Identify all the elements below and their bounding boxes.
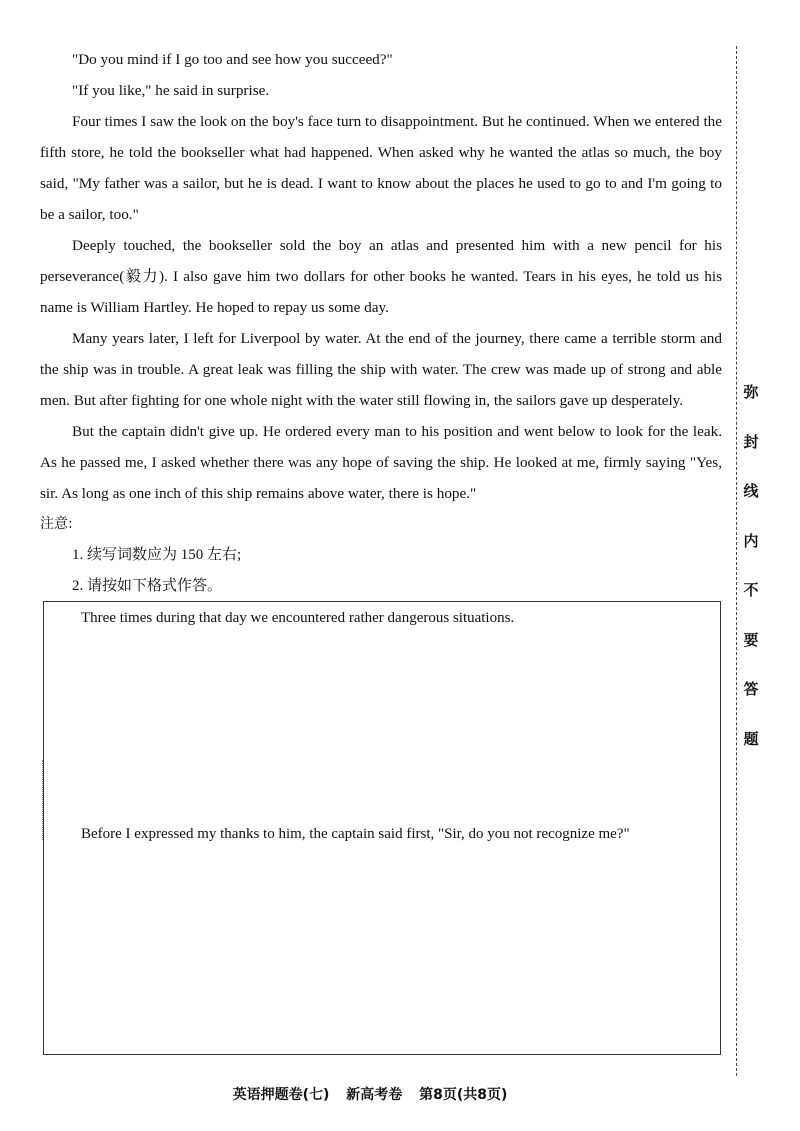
paragraph: Deeply touched, the bookseller sold the boy an atlas and presented him with a new pencil for his perseverance(毅力). I also gave him two dollars for other books he wanted. Tears in his eyes, he told us his name is William Hartley. He hoped to repay us some day. bbox=[40, 237, 722, 316]
sealing-char: 要 bbox=[743, 630, 759, 649]
footer-paper-title: 英语押题卷(七) bbox=[232, 1087, 330, 1103]
sealing-char: 弥 bbox=[743, 383, 759, 401]
note-item-2: 2. 请按如下格式作答。 bbox=[72, 578, 223, 594]
passage bbox=[40, 44, 722, 602]
sealing-char: 封 bbox=[743, 432, 759, 451]
paragraph: But the captain didn't give up. He ordered every man to his position and went below to look for the leak. As he passed me, I asked whether there was any hope of saving the ship. He looked at me, firmly saying "Yes, sir. As long as one inch of this ship remains above water, there is hope." bbox=[40, 423, 722, 502]
sealing-char: 不 bbox=[743, 581, 759, 599]
continuation-opening-1: Three times during that day we encountered rather dangerous situations. bbox=[81, 610, 515, 626]
answer-box[interactable] bbox=[43, 601, 721, 1055]
binding-tick bbox=[42, 760, 43, 840]
footer-page-number: 第8页(共8页) bbox=[419, 1087, 508, 1103]
paragraph: Four times I saw the look on the boy's face turn to disappointment. But he continued. When we entered the fifth store, he told the bookseller what had happened. When asked why he wanted the atlas so much, the boy said, "My father was a sailor, but he is dead. I want to know about the places he used to go to and I'm going to be a sailor, too." bbox=[40, 113, 722, 223]
continuation-opening-2: Before I expressed my thanks to him, the captain said first, "Sir, do you not recognize me?" bbox=[81, 826, 630, 842]
sealing-char: 内 bbox=[743, 531, 759, 550]
sealing-char: 线 bbox=[743, 482, 759, 500]
sealing-char: 题 bbox=[743, 729, 759, 748]
notes-title: 注意: bbox=[40, 516, 73, 532]
note-item-1: 1. 续写词数应为 150 左右; bbox=[72, 547, 242, 563]
footer-paper-type: 新高考卷 bbox=[346, 1087, 403, 1103]
paragraph: "If you like," he said in surprise. bbox=[72, 82, 270, 99]
sealing-line bbox=[736, 46, 737, 1076]
sealing-notice bbox=[739, 382, 763, 778]
page-footer bbox=[0, 1084, 740, 1104]
sealing-char: 答 bbox=[743, 680, 759, 698]
paragraph: "Do you mind if I go too and see how you succeed?" bbox=[72, 51, 393, 68]
paragraph: Many years later, I left for Liverpool by water. At the end of the journey, there came a terrible storm and the ship was in trouble. A great leak was filling the ship with water. The crew was made up of strong and able men. But after fighting for one whole night with the water still flowing in, the sailors gave up desperately. bbox=[40, 330, 722, 409]
